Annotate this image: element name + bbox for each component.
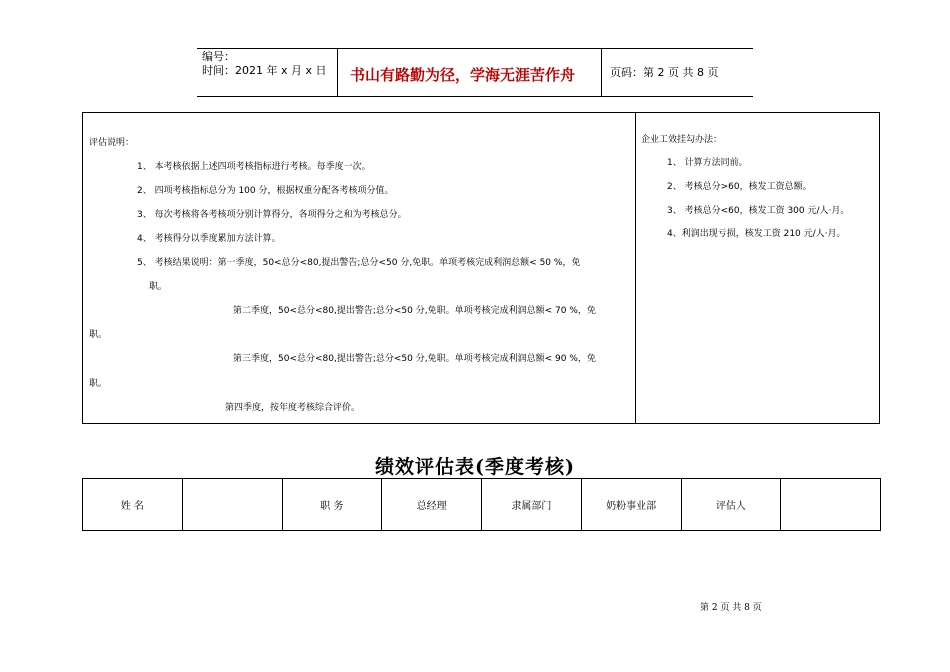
note-item: 4、 考核得分以季度累加方法计算。 bbox=[137, 234, 281, 244]
table-cell[interactable] bbox=[183, 479, 283, 530]
table-cell: 评估人 bbox=[682, 479, 782, 530]
wage-method-item: 2、 考核总分>60，核发工资总额。 bbox=[667, 182, 812, 192]
header-divider bbox=[337, 48, 338, 96]
doc-date-label: 时间：2021 年 x 月 x 日 bbox=[202, 64, 327, 77]
doc-number-label: 编号： bbox=[202, 50, 235, 63]
header-bottom-rule bbox=[197, 96, 753, 97]
note-item: 第四季度，按年度考核综合评价。 bbox=[225, 403, 361, 413]
motto-text: 书山有路勤为径，学海无涯苦作舟 bbox=[350, 66, 576, 84]
page-footer: 第 2 页 共 8 页 bbox=[700, 603, 762, 613]
table-cell: 奶粉事业部 bbox=[582, 479, 682, 530]
header-top-rule bbox=[197, 48, 753, 49]
note-item: 第二季度，50<总分<80,提出警告;总分<50 分,免职。单项考核完成利润总额< 70 %，免 bbox=[233, 306, 596, 316]
table-cell: 职 务 bbox=[283, 479, 383, 530]
wage-method-item: 4、利润出现亏损，核发工资 210 元/人·月。 bbox=[667, 229, 846, 239]
note-item: 2、 四项考核指标总分为 100 分，根据权重分配各考核项分值。 bbox=[137, 186, 394, 196]
box-divider bbox=[635, 112, 636, 424]
page-indicator: 页码：第 2 页 共 8 页 bbox=[610, 66, 719, 79]
note-item: 职。 bbox=[149, 282, 168, 292]
table-title: 绩效评估表(季度考核) bbox=[375, 456, 575, 478]
note-item: 职。 bbox=[89, 330, 108, 340]
wage-method-item: 1、 计算方法同前。 bbox=[667, 158, 748, 168]
evaluation-table bbox=[82, 478, 881, 531]
note-item: 1、 本考核依据上述四项考核指标进行考核。每季度一次。 bbox=[137, 162, 371, 172]
note-item: 5、 考核结果说明：第一季度，50<总分<80,提出警告;总分<50 分,免职。单项考核完成利润总额< 50 %，免 bbox=[137, 258, 581, 268]
wage-method-item: 3、 考核总分<60，核发工资 300 元/人·月。 bbox=[667, 206, 850, 216]
note-item: 职。 bbox=[89, 379, 108, 389]
table-cell[interactable] bbox=[781, 479, 880, 530]
header-divider bbox=[601, 48, 602, 96]
evaluation-heading: 评估说明： bbox=[89, 138, 135, 148]
table-cell: 隶属部门 bbox=[482, 479, 582, 530]
table-cell: 总经理 bbox=[382, 479, 482, 530]
note-item: 3、 每次考核将各考核项分别计算得分，各项得分之和为考核总分。 bbox=[137, 210, 407, 220]
table-cell: 姓 名 bbox=[83, 479, 183, 530]
note-item: 第三季度，50<总分<80,提出警告;总分<50 分,免职。单项考核完成利润总额< 90 %，免 bbox=[233, 354, 596, 364]
wage-method-heading: 企业工效挂勾办法： bbox=[641, 135, 723, 145]
